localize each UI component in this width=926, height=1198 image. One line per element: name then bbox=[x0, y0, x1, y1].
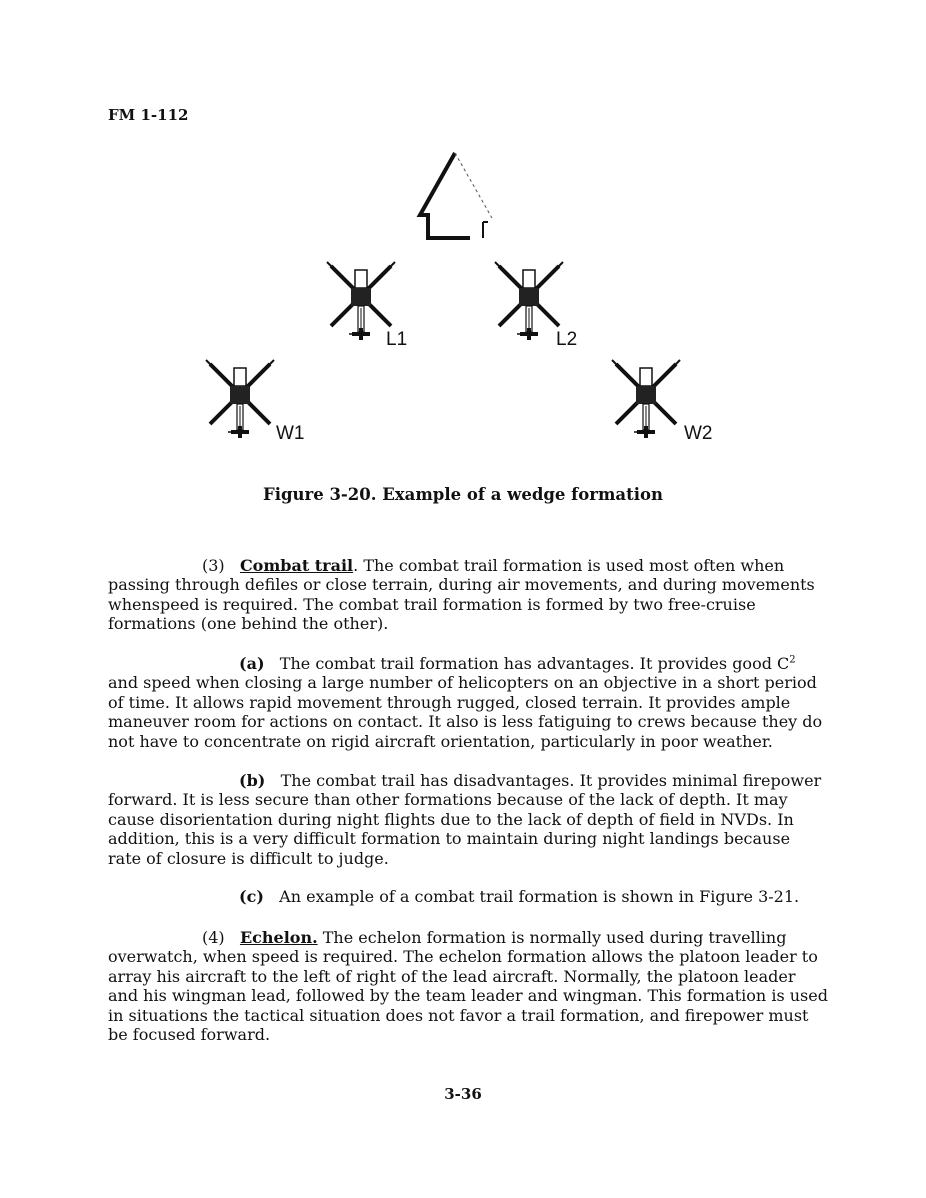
paragraph-text: An example of a combat trail formation is shown in Figure 3-21. bbox=[279, 887, 800, 906]
paragraph-echelon bbox=[108, 928, 828, 1044]
paragraph-title: Echelon. bbox=[239, 928, 318, 947]
wedge-formation-figure bbox=[0, 140, 926, 460]
helicopter-w2-icon bbox=[612, 360, 680, 438]
paragraph-text: . The combat trail formation is used most often when passing through defiles or close terrain, during air movements, and during movements whenspeed is required. The combat trail formation is formed by two free-cruise formations (one behind the other). bbox=[108, 556, 815, 634]
direction-arrow-icon bbox=[420, 153, 492, 238]
paragraph-combat-trail bbox=[108, 556, 828, 634]
paragraph-mark: (a) bbox=[239, 654, 265, 673]
helicopter-w1-icon bbox=[206, 360, 274, 438]
paragraph-number: (4) bbox=[202, 928, 225, 947]
paragraph-disadvantages bbox=[108, 771, 828, 868]
paragraph-mark: (b) bbox=[239, 771, 266, 790]
label-l1: L1 bbox=[386, 329, 408, 350]
label-l2: L2 bbox=[556, 329, 578, 350]
figure-caption: Figure 3-20. Example of a wedge formation bbox=[263, 485, 663, 504]
paragraph-title: Combat trail bbox=[239, 556, 354, 575]
paragraph-text: The combat trail formation has advantages. It provides good C bbox=[279, 654, 790, 673]
paragraph-text-cont: and speed when closing a large number of helicopters on an objective in a short period of time. It allows rapid movement through rugged, closed terrain. It provides ample maneuver room for actions on contact. It also is less fatiguing to crews because they do not have to concentrate on rigid aircraft orientation, particularly in poor weather. bbox=[108, 673, 823, 751]
paragraph-advantages bbox=[108, 654, 828, 751]
label-w1: W1 bbox=[276, 423, 305, 444]
page-number: 3-36 bbox=[444, 1085, 482, 1103]
paragraph-number: (3) bbox=[202, 556, 225, 575]
document-id: FM 1-112 bbox=[108, 106, 189, 124]
paragraph-example bbox=[108, 887, 828, 906]
paragraph-text: The echelon formation is normally used during travelling overwatch, when speed is required. The echelon formation allows the platoon leader to array his aircraft to the left of right of the lead aircraft. Normally, the platoon leader and his wingman lead, followed by the team leader and wingman. This formation is used in situations the tactical situation does not favor a trail formation, and firepower must be focused forward. bbox=[108, 928, 828, 1045]
label-w2: W2 bbox=[684, 423, 713, 444]
helicopter-l1-icon bbox=[327, 262, 395, 340]
helicopter-l2-icon bbox=[495, 262, 563, 340]
superscript: 2 bbox=[789, 654, 796, 666]
paragraph-mark: (c) bbox=[239, 887, 264, 906]
paragraph-text: The combat trail has disadvantages. It provides minimal firepower forward. It is less secure than other formations because of the lack of depth. It may cause disorientation during night flights due to the lack of depth of field in NVDs. In addition, this is a very difficult formation to maintain during night landings because rate of closure is difficult to judge. bbox=[108, 771, 822, 868]
